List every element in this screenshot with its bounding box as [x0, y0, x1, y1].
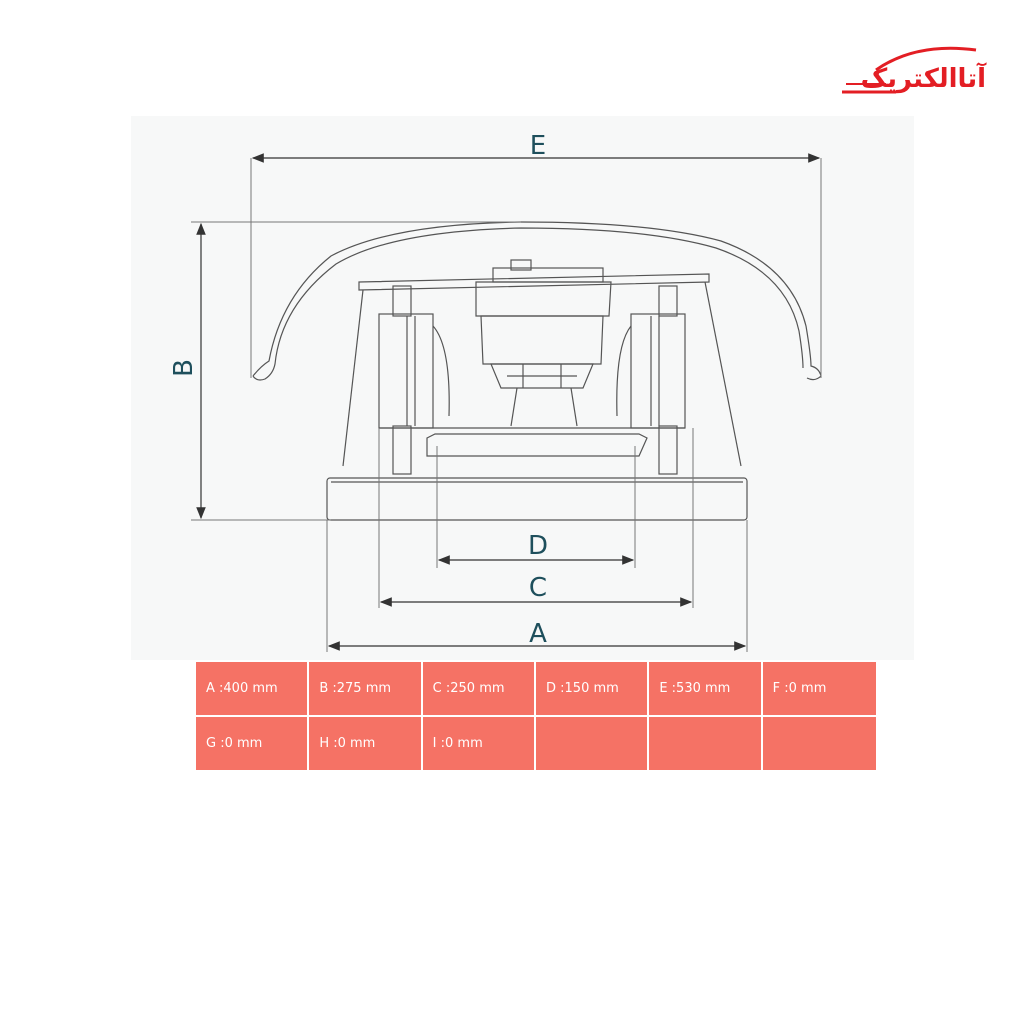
dim-cell-f: F :0 mm — [763, 662, 876, 717]
dim-cell-c: C :250 mm — [423, 662, 536, 717]
dim-cell-empty — [536, 717, 649, 772]
fan-dimension-drawing — [131, 116, 914, 660]
dim-label-a: A — [529, 619, 547, 649]
dim-label-b: B — [169, 359, 199, 377]
dim-cell-a: A :400 mm — [196, 662, 309, 717]
dimensions-table — [196, 662, 876, 772]
dim-cell-d: D :150 mm — [536, 662, 649, 717]
dim-cell-h: H :0 mm — [309, 717, 422, 772]
dim-label-e: E — [529, 131, 547, 161]
dim-cell-i: I :0 mm — [423, 717, 536, 772]
dim-cell-e: E :530 mm — [649, 662, 762, 717]
roof-fan-diagram — [131, 116, 914, 660]
dim-cell-empty — [649, 717, 762, 772]
dim-label-c: C — [528, 573, 548, 603]
dim-cell-b: B :275 mm — [309, 662, 422, 717]
brand-logo-text: آتاالکتریک — [860, 64, 986, 94]
dim-cell-empty — [763, 717, 876, 772]
brand-logo — [836, 40, 986, 104]
dim-label-d: D — [527, 531, 549, 561]
dim-cell-g: G :0 mm — [196, 717, 309, 772]
